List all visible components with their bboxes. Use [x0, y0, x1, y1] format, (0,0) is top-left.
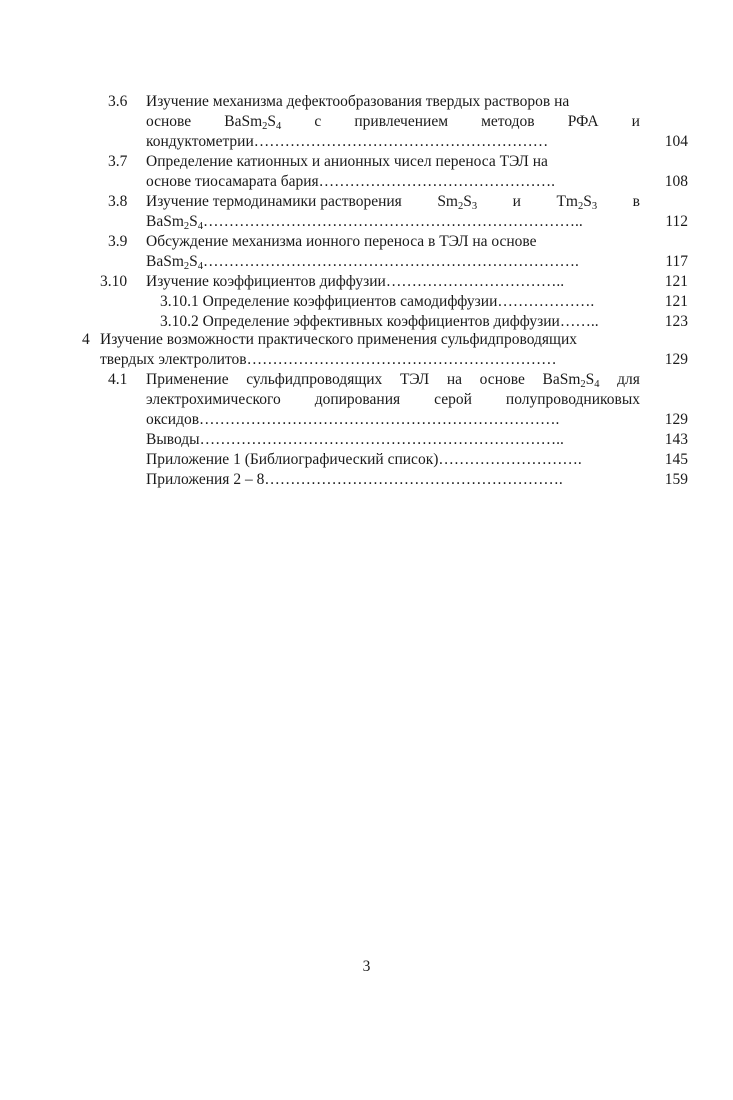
- toc-entry-3-10-1: 3.10.1 Определение коэффициентов самодиффузии……………….: [160, 293, 595, 310]
- toc-page-3-8: 112: [665, 213, 688, 230]
- toc-number-4-1: 4.1: [108, 371, 128, 388]
- formula-part: Sm: [437, 193, 458, 210]
- toc-word: допирования: [314, 391, 401, 408]
- toc-page-3-9: 117: [665, 253, 688, 270]
- toc-number-3-7: 3.7: [108, 153, 128, 170]
- formula: [224, 113, 281, 131]
- formula-part: S: [463, 193, 472, 210]
- page-number: 3: [362, 958, 371, 975]
- subscript: 2: [183, 221, 190, 231]
- toc-word: основе: [146, 113, 192, 130]
- toc-word: сульфидпроводящих: [246, 371, 383, 388]
- toc-entry-conclusions: Выводы……………………………………………………………..: [146, 431, 564, 448]
- toc-word: и: [512, 193, 521, 210]
- toc-entry-3-10-2: 3.10.2 Определение эффективных коэффициентов диффузии……..: [160, 313, 599, 330]
- subscript: 2: [262, 121, 268, 132]
- subscript: 2: [458, 201, 464, 212]
- toc-page-3-10: 121: [664, 273, 688, 290]
- toc-word: основе: [479, 371, 525, 388]
- toc-word: электрохимического: [146, 391, 281, 408]
- toc-word: ТЭЛ: [399, 371, 430, 388]
- toc-word: Применение: [146, 371, 229, 388]
- toc-text: Изучение возможности практического применения сульфидпроводящих: [100, 331, 577, 348]
- toc-word: серой: [434, 391, 472, 408]
- toc-number-4: 4: [82, 331, 90, 348]
- toc-page-3-10-1: 121: [664, 293, 688, 310]
- formula-part: BaSm: [542, 371, 581, 388]
- toc-page-appendix-1: 145: [664, 451, 688, 468]
- toc-entry-3-6-line2: [146, 113, 640, 131]
- toc-entry-3-6-line3: кондуктометрии…………………………………………………: [146, 133, 549, 150]
- subscript: 3: [591, 201, 598, 212]
- formula-part: BaSm: [146, 253, 184, 270]
- toc-page-3-10-2: 123: [664, 313, 688, 330]
- toc-page-3-7: 108: [664, 173, 688, 190]
- toc-entry-3-7-line2: основе тиосамарата бария……………………………………….: [146, 173, 556, 190]
- toc-number-3-8: 3.8: [108, 193, 128, 210]
- toc-text: Обсуждение механизма ионного переноса в ТЭЛ на основе: [146, 233, 537, 250]
- leader-dots: ……………………………………………………………….: [203, 253, 579, 270]
- formula-part: BaSm: [146, 213, 184, 230]
- toc-number-3-6: 3.6: [108, 93, 128, 110]
- toc-entry-3-6-line1: [146, 93, 640, 111]
- toc-page-3-6: 104: [664, 133, 688, 150]
- toc-entry-4-line1: [100, 331, 640, 349]
- toc-entry-3-10: Изучение коэффициентов диффузии……………………………..: [146, 273, 565, 290]
- toc-text: Изучение термодинамики растворения: [146, 193, 402, 210]
- subscript: 4: [594, 379, 600, 390]
- toc-text: Изучение механизма дефектообразования твердых растворов на: [146, 93, 570, 110]
- formula-part: S: [189, 253, 198, 270]
- toc-word: с: [314, 113, 322, 130]
- subscript: 4: [276, 121, 282, 132]
- subscript: 3: [471, 201, 478, 212]
- toc-entry-appendices-2-8: Приложения 2 – 8………………………………………………….: [146, 471, 563, 488]
- toc-text: Определение катионных и анионных чисел переноса ТЭЛ на: [146, 153, 548, 170]
- toc-page-appendices-2-8: 159: [664, 471, 688, 488]
- toc-word: для: [617, 371, 640, 388]
- formula-part: S: [583, 193, 592, 210]
- subscript: 2: [577, 201, 584, 212]
- formula-part: BaSm: [224, 113, 263, 130]
- formula-tm2s3: [556, 193, 597, 211]
- toc-word: привлечением: [354, 113, 449, 130]
- subscript: 4: [197, 221, 204, 231]
- formula-part: Tm: [556, 193, 578, 210]
- subscript: 2: [183, 261, 190, 271]
- toc-word: на: [446, 371, 463, 388]
- toc-word: полупроводниковых: [505, 391, 640, 408]
- formula-part: S: [267, 113, 277, 130]
- toc-entry-4-1-line1: [146, 371, 640, 389]
- toc-word: методов: [481, 113, 535, 130]
- toc-number-3-9: 3.9: [108, 233, 128, 250]
- toc-entry-3-9-line2: [146, 253, 640, 271]
- toc-entry-3-9-line1: [146, 233, 640, 251]
- toc-word: и: [631, 113, 640, 130]
- leader-dots: ………………………………………………………………..: [203, 213, 583, 230]
- toc-entry-4-line2: твердых электролитов……………………………………………………: [100, 351, 557, 368]
- toc-entry-appendix-1: Приложение 1 (Библиографический список)……………………….: [146, 451, 582, 468]
- toc-entry-4-1-line2: [146, 391, 640, 409]
- formula-part: S: [585, 371, 595, 388]
- toc-word: в: [632, 193, 640, 210]
- toc-entry-3-7-line1: [146, 153, 640, 171]
- toc-number-3-10: 3.10: [100, 273, 128, 290]
- toc-page-4-1: 129: [664, 411, 688, 428]
- formula: [542, 371, 599, 389]
- formula-sm2s3: [437, 193, 477, 211]
- toc-entry-3-8-line1: [146, 193, 640, 211]
- formula-part: S: [189, 213, 198, 230]
- toc-word: РФА: [567, 113, 599, 130]
- toc-page-4: 129: [664, 351, 688, 368]
- toc-entry-3-8-line2: [146, 213, 640, 231]
- toc-entry-4-1-line3: оксидов…………………………………………………………….: [146, 411, 560, 428]
- toc-page-conclusions: 143: [664, 431, 688, 448]
- subscript: 4: [197, 261, 204, 271]
- subscript: 2: [580, 379, 586, 390]
